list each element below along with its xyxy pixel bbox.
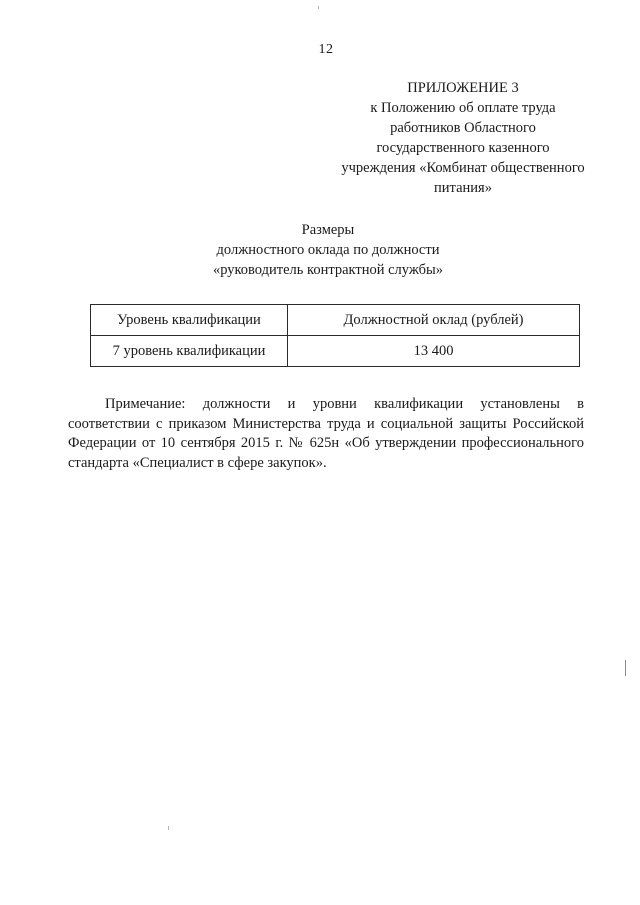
appendix-line: питания»: [434, 180, 492, 196]
appendix-line: работников Областного: [390, 120, 536, 136]
cell-qualification-level: 7 уровень квалификации: [91, 336, 288, 367]
appendix-line: к Положению об оплате труда: [370, 100, 556, 116]
salary-table: [90, 304, 580, 367]
column-header-qualification-level: Уровень квалификации: [91, 305, 288, 336]
heading-line: Размеры: [301, 222, 355, 238]
note-paragraph: Примечание: должности и уровни квалификации установлены в соответствии с приказом Министерства труда и социальной защиты Российской Федерации от 10 сентября 2015 г. № 625н «Об утверждении профессионального стандарта «Специалист в сфере закупок».: [68, 396, 584, 471]
page-number: 12: [318, 42, 334, 57]
cell-salary: 13 400: [288, 336, 580, 367]
appendix-line: государственного казенного: [376, 140, 550, 156]
scan-mark: [625, 660, 626, 676]
appendix-title: ПРИЛОЖЕНИЕ 3: [407, 80, 519, 96]
scan-speck: [168, 826, 169, 830]
document-heading: [150, 220, 506, 280]
table-header-row: [91, 305, 580, 336]
column-header-salary: Должностной оклад (рублей): [288, 305, 580, 336]
appendix-header: [318, 78, 608, 198]
heading-line: должностного оклада по должности: [216, 242, 440, 258]
scan-speck: [318, 6, 319, 9]
heading-line: «руководитель контрактной службы»: [212, 262, 444, 278]
table-row: [91, 336, 580, 367]
appendix-line: учреждения «Комбинат общественного: [341, 160, 585, 176]
